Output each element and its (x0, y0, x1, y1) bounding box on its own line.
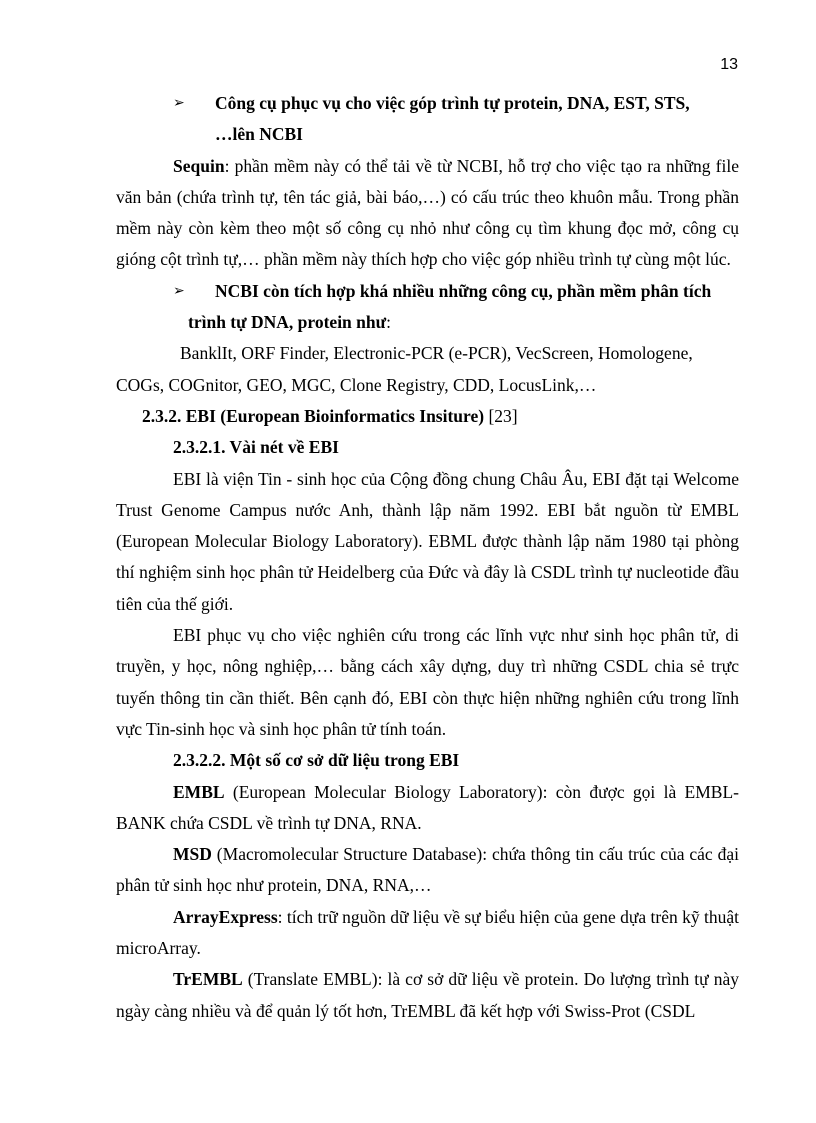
arrayexpress-term: ArrayExpress (173, 906, 278, 927)
trembl-term: TrEMBL (173, 969, 243, 990)
page-number: 13 (720, 56, 738, 73)
sequin-paragraph (116, 151, 739, 276)
tools-list-line1: BanklIt, ORF Finder, Electronic-PCR (e-PCR), VecScreen, Homologene, (180, 343, 693, 364)
section-heading-2-3-2-1: 2.3.2.1. Vài nét về EBI (173, 437, 339, 458)
arrayexpress-text: : tích trữ nguồn dữ liệu về sự biểu hiện của gene dựa trên kỹ thuật microArray. (116, 906, 739, 959)
bullet-ncbi-tools-line2: trình tự DNA, protein như (188, 312, 387, 333)
embl-paragraph (116, 777, 739, 840)
ebi-research-paragraph: EBI phục vụ cho việc nghiên cứu trong các lĩnh vực như sinh học phân tử, di truyền, y học, nông nghiệp,… bằng cách xây dựng, duy trì những CSDL chia sẻ trực tuyến thông tin cần thiết. Bên cạnh đó, EBI còn thực hiện những nghiên cứu trong lĩnh vực Tin-sinh học và sinh học phân tử tính toán. (116, 625, 739, 739)
trembl-text: (Translate EMBL): là cơ sở dữ liệu về protein. Do lượng trình tự này ngày càng nhiều và để quản lý tốt hơn, TrEMBL đã kết hợp với Swiss-Prot (CSDL (116, 969, 739, 1021)
section-heading-2-3-2-ref: [23] (484, 405, 518, 426)
msd-text: (Macromolecular Structure Database): chứa thông tin cấu trúc của các đại phân tử sinh học như protein, DNA, RNA,… (116, 844, 739, 896)
section-heading-2-3-2-title: 2.3.2. EBI (European Bioinformatics Insiture) (142, 405, 485, 426)
section-heading-2-3-2 (116, 401, 739, 432)
sequin-term: Sequin (173, 155, 225, 176)
bullet-ncbi-tools-colon: : (386, 312, 392, 333)
arrow-bullet-icon: ➢ (173, 282, 185, 299)
section-heading-2-3-2-2: 2.3.2.2. Một số cơ sở dữ liệu trong EBI (173, 750, 460, 771)
bullet-ncbi-tools-line1: NCBI còn tích hợp khá nhiều những công cụ, phần mềm phân tích (215, 280, 712, 301)
sequin-text: : phần mềm này có thể tải về từ NCBI, hỗ trợ cho việc tạo ra những file văn bản (chứa trình tự, tên tác giả, bài báo,…) có cấu trúc theo khuôn mẫu. Trong phần mềm này còn kèm theo một số công cụ nhỏ như công cụ tìm khung đọc mở, công cụ gióng cột trình tự,… phần mềm này thích hợp cho việc góp nhiều trình tự cùng một lúc. (116, 155, 739, 270)
embl-text: (European Molecular Biology Laboratory): còn được gọi là EMBL-BANK chứa CSDL về trình tự DNA, RNA. (116, 781, 739, 833)
tools-list-line2: COGs, COGnitor, GEO, MGC, Clone Registry, CDD, LocusLink,… (116, 374, 597, 395)
embl-term: EMBL (173, 781, 225, 802)
msd-paragraph (116, 839, 739, 902)
arrayexpress-paragraph (116, 902, 739, 965)
ebi-intro-paragraph: EBI là viện Tin - sinh học của Cộng đồng chung Châu Âu, EBI đặt tại Welcome Trust Genome Campus nước Anh, thành lập năm 1992. EBI bắt nguồn từ EMBL (European Molecular Biology Laboratory). EBML được thành lập năm 1980 tại phòng thí nghiệm sinh học phân tử Heidelberg của Đức và đây là CSDL trình tự nucleotide đầu tiên của thế giới. (116, 468, 739, 614)
bullet-ncbi-tools (116, 276, 739, 307)
arrow-bullet-icon: ➢ (173, 95, 185, 111)
bullet-ncbi-tools-cont (116, 307, 739, 338)
bullet-upload-tools (116, 88, 739, 151)
msd-term: MSD (173, 844, 212, 865)
trembl-paragraph (116, 964, 739, 1027)
bullet-upload-tools-line2: …lên NCBI (215, 124, 303, 145)
document-body (116, 88, 739, 1027)
bullet-upload-tools-line1: Công cụ phục vụ cho việc góp trình tự protein, DNA, EST, STS, (215, 93, 690, 113)
